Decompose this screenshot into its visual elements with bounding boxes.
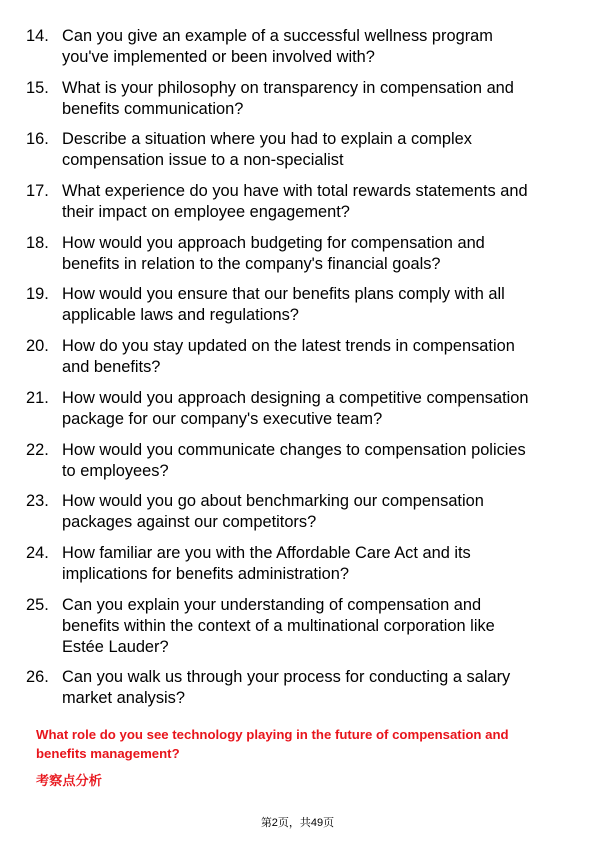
question-item-14 [26,26,566,68]
question-number: 15. [26,78,49,97]
question-item-18 [26,233,566,275]
question-item-21 [26,388,566,430]
question-number: 22. [26,440,49,459]
question-item-16 [26,129,566,171]
analysis-heading: 考察点分析 [36,773,102,788]
question-text: How would you go about benchmarking our compensation packages against our competitors? [62,492,484,532]
highlighted-question: What role do you see technology playing in the future of compensation and benefits management? [36,727,509,761]
page-footer: 第2页，共49页 [260,817,335,829]
question-number: 18. [26,233,49,252]
question-number: 21. [26,388,49,407]
question-text: Can you walk us through your process for conducting a salary market analysis? [62,668,511,708]
question-text: Describe a situation where you had to explain a complex compensation issue to a non-specialist [62,130,472,170]
question-item-20 [26,336,566,378]
question-text: What is your philosophy on transparency in compensation and benefits communication? [62,78,514,118]
question-item-26 [26,667,566,709]
question-text: Can you explain your understanding of compensation and benefits within the context of a multinational corporation like Estée Lauder? [62,595,495,656]
question-item-22 [26,440,566,482]
question-text: How would you ensure that our benefits plans comply with all applicable laws and regulations? [62,285,505,325]
question-number: 26. [26,668,49,687]
question-number: 25. [26,595,49,614]
question-number: 19. [26,285,49,304]
question-text: How do you stay updated on the latest trends in compensation and benefits? [62,337,515,377]
question-text: Can you give an example of a successful wellness program you've implemented or been involved with? [62,27,493,66]
question-number: 23. [26,492,49,511]
question-number: 16. [26,130,49,149]
question-item-15 [26,78,566,120]
question-text: What experience do you have with total rewards statements and their impact on employee engagement? [62,182,528,222]
question-item-25 [26,595,566,658]
question-number: 20. [26,337,49,356]
question-item-19 [26,284,566,326]
question-item-24 [26,543,566,585]
question-number: 24. [26,543,49,562]
question-number: 17. [26,182,49,201]
question-text: How familiar are you with the Affordable Care Act and its implications for benefits administration? [62,543,471,583]
question-item-23 [26,491,566,533]
question-text: How would you communicate changes to compensation policies to employees? [62,440,526,480]
question-text: How would you approach budgeting for compensation and benefits in relation to the company's financial goals? [62,233,485,273]
question-item-17 [26,181,566,223]
question-number: 14. [26,27,49,45]
question-list [26,26,566,719]
question-text: How would you approach designing a competitive compensation package for our company's executive team? [62,388,529,428]
